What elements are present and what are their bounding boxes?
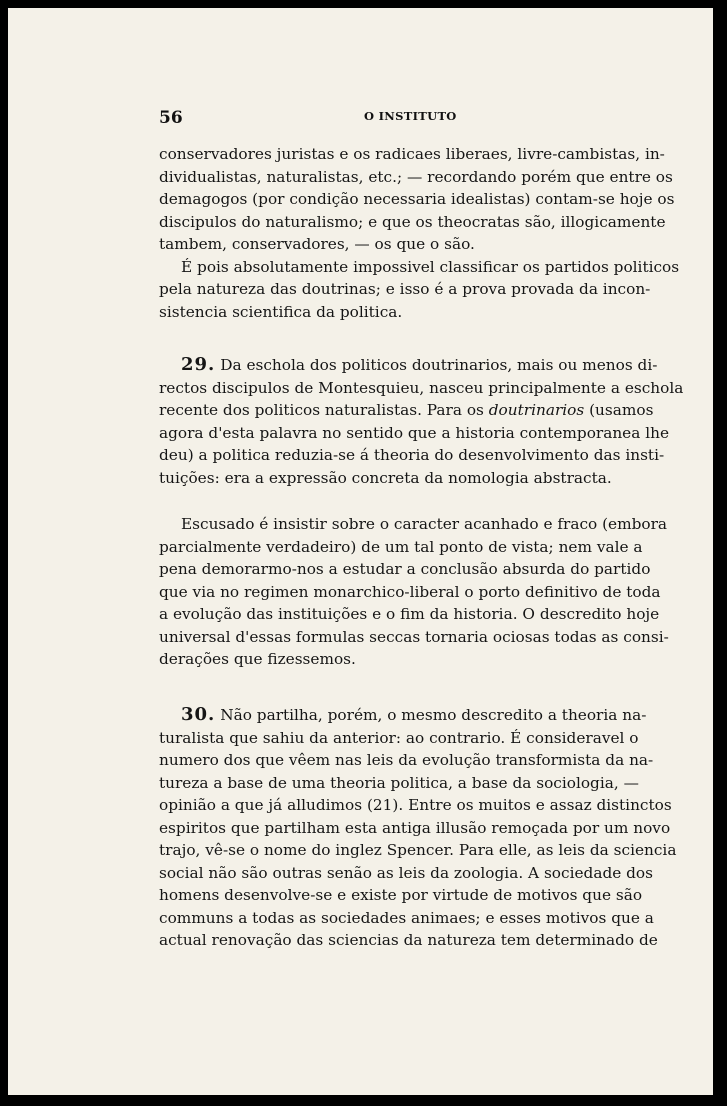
text-line: pela natureza das doutrinas; e isso é a prova provada da incon- — [159, 280, 651, 298]
text-line: tambem, conservadores, — os que o são. — [159, 235, 475, 253]
section-first-line — [159, 704, 647, 727]
text-fragment: recente dos politicos naturalistas. Para os — [159, 401, 484, 419]
paragraph-classification — [159, 256, 680, 324]
text-line: pena demorarmo-nos a estudar a conclusão absurda do partido — [159, 560, 651, 578]
text-line: universal d'essas formulas seccas tornaria ociosas todas as consi- — [159, 627, 669, 646]
text-line: parcialmente verdadeiro) de um tal ponto de vista; nem vale a — [159, 537, 643, 556]
text-line: homens desenvolve-se e existe por virtude de motivos que são — [159, 886, 643, 904]
paragraph-critique — [159, 513, 669, 671]
text-line: tureza a base de uma theoria politica, a base da sociologia, — — [159, 773, 639, 792]
section-first-line — [159, 354, 658, 377]
section-number: 29. — [181, 354, 216, 375]
text-line: Escusado é insistir sobre o caracter acanhado e fraco (embora — [181, 515, 668, 533]
text-line: turalista que sahiu da anterior: ao contrario. É consideravel o — [159, 728, 639, 747]
text-line: que via no regimen monarchico-liberal o porto definitivo de toda — [159, 582, 661, 601]
text-line: espiritos que partilham esta antiga illusão remoçada por um novo — [159, 818, 671, 837]
text-line: conservadores juristas e os radicaes liberaes, livre-cambistas, in- — [159, 145, 665, 163]
text-line: actual renovação das sciencias da natureza tem determinado de — [159, 931, 658, 949]
text-line: social não são outras senão as leis da zoologia. A sociedade dos — [159, 863, 653, 882]
section-29 — [159, 354, 684, 489]
section-30 — [159, 704, 677, 952]
text-line: discipulos do naturalismo; e que os theocratas são, illogicamente — [159, 212, 666, 231]
text-line: sistencia scientifica da politica. — [159, 302, 403, 321]
text-line: derações que fizessemos. — [159, 650, 356, 668]
text-line: Não partilha, porém, o mesmo descredito a theoria na- — [220, 706, 647, 724]
book-page — [8, 8, 713, 1095]
text-line: a evolução das instituições e o fim da historia. O descredito hoje — [159, 605, 660, 623]
text-line: deu) a politica reduzia-se á theoria do desenvolvimento das insti- — [159, 446, 665, 464]
page-header — [159, 108, 637, 132]
text-line: trajo, vê-se o nome do inglez Spencer. Para elle, as leis da sciencia — [159, 841, 677, 859]
text-line: demagogos (por condição necessaria idealistas) contam-se hoje os — [159, 190, 675, 208]
section-number: 30. — [181, 704, 216, 725]
text-fragment: (usamos — [589, 401, 654, 419]
text-line: communs a todas as sociedades animaes; e esses motivos que a — [159, 908, 654, 927]
text-line: Da eschola dos politicos doutrinarios, mais ou menos di- — [220, 356, 658, 374]
text-line: numero dos que vêem nas leis da evolução transformista da na- — [159, 751, 654, 769]
italic-term: doutrinarios — [488, 401, 585, 419]
text-line: opinião a que já alludimos (21). Entre os muitos e assaz distinctos — [159, 796, 672, 814]
text-line: dividualistas, naturalistas, etc.; — recordando porém que entre os — [159, 167, 673, 186]
text-line: agora d'esta palavra no sentido que a historia contemporanea lhe — [159, 423, 670, 442]
text-line: É pois absolutamente impossivel classificar os partidos politicos — [181, 257, 680, 276]
page-number: 56 — [159, 108, 183, 128]
paragraph-continuation — [159, 143, 675, 256]
text-line: tuições: era a expressão concreta da nomologia abstracta. — [159, 468, 612, 487]
running-title: O INSTITUTO — [364, 109, 457, 123]
text-line-with-italic — [159, 399, 654, 422]
text-line: rectos discipulos de Montesquieu, nasceu principalmente a eschola — [159, 378, 684, 397]
